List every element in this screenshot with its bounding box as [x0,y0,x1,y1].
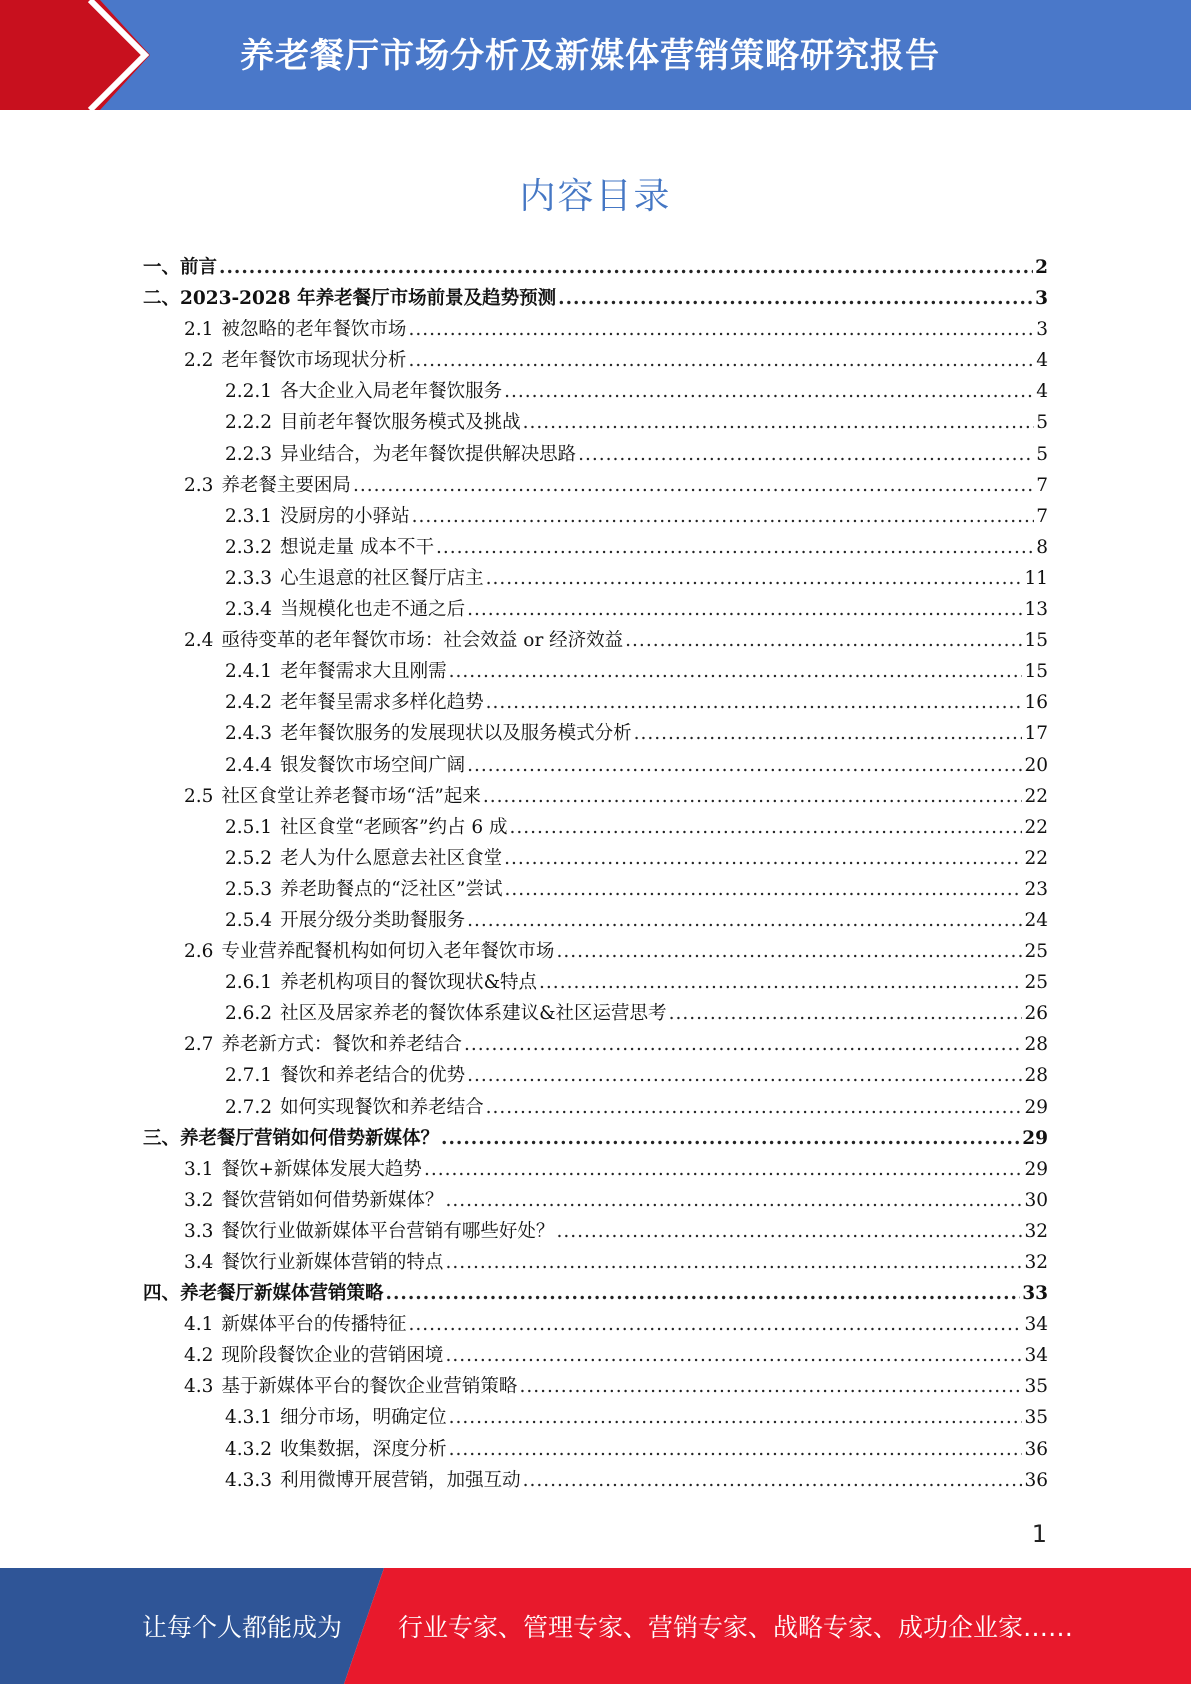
toc-dot-leader [467,1060,1022,1091]
toc-entry[interactable] [143,905,1048,936]
toc-entry-number: 2.2.2 [225,412,273,434]
toc-entry-number: 2.3.2 [225,536,273,558]
toc-entry[interactable] [143,1340,1048,1371]
toc-dot-leader [556,1216,1022,1247]
toc-entry-number: 二、 [143,288,181,310]
toc-entry-number: 2.5.1 [225,816,273,838]
toc-entry-page: 28 [1024,1034,1048,1056]
toc-entry-title: 餐饮+新媒体发展大趋势 [221,1158,422,1180]
toc-entry[interactable] [143,1216,1048,1247]
toc-dot-leader [445,1185,1022,1216]
toc-entry[interactable] [143,1123,1048,1154]
toc-dot-leader [467,750,1022,781]
toc-entry-title: 老年餐呈需求多样化趋势 [280,692,484,714]
toc-dot-leader [467,905,1022,936]
toc-entry[interactable] [143,283,1048,314]
toc-dot-leader [669,998,1023,1029]
toc-dot-leader [464,1029,1023,1060]
toc-entry[interactable] [143,376,1048,407]
toc-entry-page: 15 [1024,661,1048,683]
toc-entry-title: 银发餐饮市场空间广阔 [280,754,466,776]
toc-entry-title: 新媒体平台的传播特征 [221,1314,407,1336]
toc-entry[interactable] [143,781,1048,812]
toc-entry-title: 细分市场，明确定位 [280,1407,447,1429]
toc-entry-title: 老人为什么愿意去社区食堂 [280,847,503,869]
toc-entry-number: 4.2 [184,1345,214,1367]
toc-entry-page: 28 [1024,1065,1048,1087]
toc-entry-page: 26 [1024,1003,1048,1025]
toc-entry-number: 2.6 [184,941,214,963]
toc-dot-leader [486,563,1023,594]
toc-entry-number: 4.3.2 [225,1438,273,1460]
toc-entry[interactable] [143,1278,1048,1309]
toc-dot-leader [449,656,1023,687]
toc-entry[interactable] [143,1060,1048,1091]
toc-entry-number: 2.7 [184,1034,214,1056]
chevron-arrow-icon [0,0,160,110]
toc-entry-title: 想说走量 成本不干 [280,536,434,558]
toc-entry-title: 前言 [180,257,218,278]
toc-entry-number: 3.4 [184,1252,214,1273]
toc-dot-leader [353,470,1034,501]
toc-entry-title: 各大企业入局老年餐饮服务 [280,381,503,403]
toc-entry[interactable] [143,314,1048,345]
toc-entry-page: 8 [1036,536,1048,558]
toc-entry-number: 2.5 [184,785,214,807]
toc-entry-page: 29 [1024,1096,1048,1118]
toc-entry-page: 36 [1024,1469,1048,1491]
toc-dot-leader [558,283,1033,314]
toc-entry-number: 2.2 [184,350,214,372]
toc-entry-number: 三、 [143,1127,181,1149]
toc-entry-number: 2.4.3 [225,723,273,745]
toc-entry-number: 2.5.2 [225,847,273,869]
toc-entry-number: 2.5.3 [225,878,273,900]
toc-entry[interactable] [143,407,1048,438]
toc-entry-title: 没厨房的小驿站 [280,505,410,527]
toc-entry[interactable] [143,1092,1048,1123]
toc-entry[interactable] [143,1402,1048,1433]
toc-entry-page: 3 [1035,288,1048,310]
toc-dot-leader [445,1247,1022,1278]
toc-entry-page: 7 [1036,505,1048,527]
toc-entry[interactable] [143,1185,1048,1216]
toc-entry[interactable] [143,1465,1048,1496]
toc-entry[interactable] [143,1247,1048,1278]
toc-entry-number: 3.1 [184,1158,214,1180]
toc-entry[interactable] [143,1309,1048,1340]
toc-entry-title: 养老机构项目的餐饮现状&特点 [280,972,538,994]
toc-dot-leader [519,1371,1022,1402]
toc-entry-number: 3.3 [184,1220,214,1242]
toc-entry-number: 2.3.1 [225,505,273,527]
footer-slogan-right: 行业专家、管理专家、营销专家、战略专家、成功企业家…… [398,1613,1074,1642]
toc-dot-leader [523,407,1035,438]
toc-entry-page: 11 [1024,567,1048,589]
toc-entry[interactable] [143,439,1048,470]
toc-entry-number: 2.6.2 [225,1003,273,1025]
toc-dot-leader [219,252,1033,283]
toc-entry-title: 心生退意的社区餐厅店主 [280,567,484,589]
toc-entry-title: 目前老年餐饮服务模式及挑战 [280,412,521,434]
toc-entry-page: 3 [1036,319,1048,341]
toc-entry-title: 2023-2028 年养老餐厅市场前景及趋势预测 [180,288,557,310]
toc-entry-page: 32 [1024,1220,1048,1242]
toc-entry-title: 社区及居家养老的餐饮体系建议&社区运营思考 [280,1003,667,1025]
toc-dot-leader [510,812,1023,843]
toc-dot-leader [412,501,1035,532]
toc-entry-title: 开展分级分类助餐服务 [280,909,466,931]
toc-entry-page: 25 [1024,972,1048,994]
toc-entry-title: 餐饮营销如何借势新媒体？ [221,1189,444,1211]
toc-dot-leader [625,625,1022,656]
toc-entry-page: 17 [1024,723,1048,745]
toc-dot-leader [504,376,1034,407]
toc-dot-leader [386,1278,1021,1309]
toc-entry-page: 25 [1024,941,1048,963]
toc-entry-title: 被忽略的老年餐饮市场 [221,319,407,341]
toc-entry-page: 7 [1036,474,1048,496]
toc-entry[interactable] [143,532,1048,563]
toc-entry-title: 当规模化也走不通之后 [280,599,466,621]
toc-dot-leader [408,314,1034,345]
toc-entry-number: 2.5.4 [225,909,273,931]
toc-entry-title: 如何实现餐饮和养老结合 [280,1096,484,1118]
toc-entry-title: 养老新方式：餐饮和养老结合 [221,1034,462,1056]
toc-entry-page: 32 [1024,1252,1048,1273]
toc-entry-page: 20 [1024,754,1048,776]
toc-entry-page: 34 [1024,1345,1048,1367]
toc-entry-number: 2.2.1 [225,381,273,403]
toc-entry-number: 一、 [143,257,181,278]
toc-dot-leader [556,936,1022,967]
toc-dot-leader [449,1434,1023,1465]
toc-dot-leader [436,532,1034,563]
toc-entry-page: 22 [1024,847,1048,869]
toc-entry-number: 2.3.3 [225,567,273,589]
toc-entry-title: 收集数据，深度分析 [280,1438,447,1460]
toc-entry[interactable] [143,345,1048,376]
toc-entry-title: 异业结合，为老年餐饮提供解决思路 [280,443,577,465]
toc-entry-title: 专业营养配餐机构如何切入老年餐饮市场 [221,941,555,963]
toc-dot-leader [449,1402,1023,1433]
toc-entry[interactable] [143,936,1048,967]
toc-entry[interactable] [143,501,1048,532]
toc-entry-page: 35 [1024,1407,1048,1429]
toc-entry-number: 2.4 [184,630,214,652]
toc-entry-page: 13 [1024,599,1048,621]
toc-entry-page: 24 [1024,909,1048,931]
toc-entry[interactable] [143,967,1048,998]
toc-entry-number: 2.7.1 [225,1065,273,1087]
toc-entry[interactable] [143,843,1048,874]
toc-entry[interactable] [143,718,1048,749]
toc-entry-title: 餐饮和养老结合的优势 [280,1065,466,1087]
toc-entry-title: 社区食堂让养老餐市场“活”起来 [221,785,481,807]
toc-dot-leader [483,781,1023,812]
toc-entry[interactable] [143,998,1048,1029]
toc-entry-title: 利用微博开展营销，加强互动 [280,1469,521,1491]
toc-dot-leader [578,439,1034,470]
toc-entry-number: 2.4.1 [225,661,273,683]
toc-entry-number: 4.3 [184,1376,214,1398]
toc-entry-number: 四、 [143,1283,181,1305]
toc-dot-leader [445,1340,1022,1371]
toc-entry-page: 29 [1024,1158,1048,1180]
toc-entry[interactable] [143,1154,1048,1185]
toc-entry[interactable] [143,252,1048,283]
toc-heading: 内容目录 [519,176,672,217]
toc-entry-page: 34 [1024,1314,1048,1336]
toc-entry-number: 2.1 [184,319,214,341]
toc-entry-page: 16 [1024,692,1048,714]
toc-entry-title: 社区食堂“老顾客”约占 6 成 [280,816,508,838]
toc-entry[interactable] [143,594,1048,625]
toc-entry-page: 23 [1024,878,1048,900]
toc-entry[interactable] [143,750,1048,781]
page-number: 1 [1031,1520,1047,1548]
toc-entry-number: 2.4.4 [225,754,273,776]
toc-entry-number: 2.2.3 [225,443,273,465]
toc-dot-leader [504,843,1022,874]
toc-entry-page: 4 [1036,350,1048,372]
toc-entry[interactable] [143,656,1048,687]
toc-entry[interactable] [143,1434,1048,1465]
toc-entry-page: 35 [1024,1376,1048,1398]
toc-entry-title: 老年餐饮服务的发展现状以及服务模式分析 [280,723,632,745]
toc-entry-page: 15 [1024,630,1048,652]
toc-dot-leader [486,1092,1023,1123]
toc-entry-title: 餐饮行业新媒体营销的特点 [221,1252,444,1273]
toc-entry-number: 2.7.2 [225,1096,273,1118]
toc-entry-page: 5 [1036,412,1048,434]
toc-entry-title: 老年餐需求大且刚需 [280,661,447,683]
toc-entry-number: 2.6.1 [225,972,273,994]
toc-entry-number: 2.3.4 [225,599,273,621]
toc-entry-number: 2.3 [184,474,214,496]
toc-entry-page: 2 [1035,257,1048,278]
toc-entry-number: 2.4.2 [225,692,273,714]
toc-entry[interactable] [143,687,1048,718]
toc-dot-leader [408,345,1034,376]
toc-dot-leader [408,1309,1022,1340]
report-title: 养老餐厅市场分析及新媒体营销策略研究报告 [240,36,940,76]
toc-entry-page: 22 [1024,816,1048,838]
header-banner [0,0,1191,110]
toc-dot-leader [539,967,1022,998]
toc-entry-page: 36 [1024,1438,1048,1460]
toc-entry-page: 5 [1036,443,1048,465]
toc-entry[interactable] [143,1029,1048,1060]
toc-dot-leader [634,718,1023,749]
toc-entry[interactable] [143,874,1048,905]
toc-entry[interactable] [143,1371,1048,1402]
toc-entry-page: 30 [1024,1189,1048,1211]
toc-dot-leader [505,874,1023,905]
toc-dot-leader [486,687,1023,718]
toc-entry-title: 老年餐饮市场现状分析 [221,350,407,372]
toc-entry-page: 22 [1024,785,1048,807]
toc-entry[interactable] [143,625,1048,656]
toc-entry-title: 养老餐厅新媒体营销策略 [180,1283,384,1305]
toc-dot-leader [467,594,1022,625]
toc-dot-leader [523,1465,1023,1496]
toc-entry-number: 4.1 [184,1314,214,1336]
toc-entry-title: 养老餐主要困局 [221,474,351,496]
toc-entry-page: 33 [1022,1283,1048,1305]
toc-dot-leader [424,1154,1023,1185]
toc-entry[interactable] [143,470,1048,501]
table-of-contents [143,252,1048,1496]
toc-entry-page: 4 [1036,381,1048,403]
toc-entry-title: 餐饮行业做新媒体平台营销有哪些好处？ [221,1220,555,1242]
footer-banner [0,1568,1191,1684]
toc-entry-title: 基于新媒体平台的餐饮企业营销策略 [221,1376,518,1398]
toc-entry[interactable] [143,812,1048,843]
toc-entry-number: 4.3.3 [225,1469,273,1491]
toc-entry-title: 亟待变革的老年餐饮市场：社会效益 or 经济效益 [221,630,624,652]
toc-entry-title: 现阶段餐饮企业的营销困境 [221,1345,444,1367]
toc-entry-number: 3.2 [184,1189,214,1211]
footer-slogan-left: 让每个人都能成为 [142,1613,343,1642]
toc-entry-title: 养老助餐点的“泛社区”尝试 [280,878,503,900]
toc-dot-leader [441,1123,1020,1154]
toc-entry-page: 29 [1022,1127,1048,1149]
toc-entry-title: 养老餐厅营销如何借势新媒体？ [180,1127,440,1149]
toc-entry[interactable] [143,563,1048,594]
toc-entry-number: 4.3.1 [225,1407,273,1429]
